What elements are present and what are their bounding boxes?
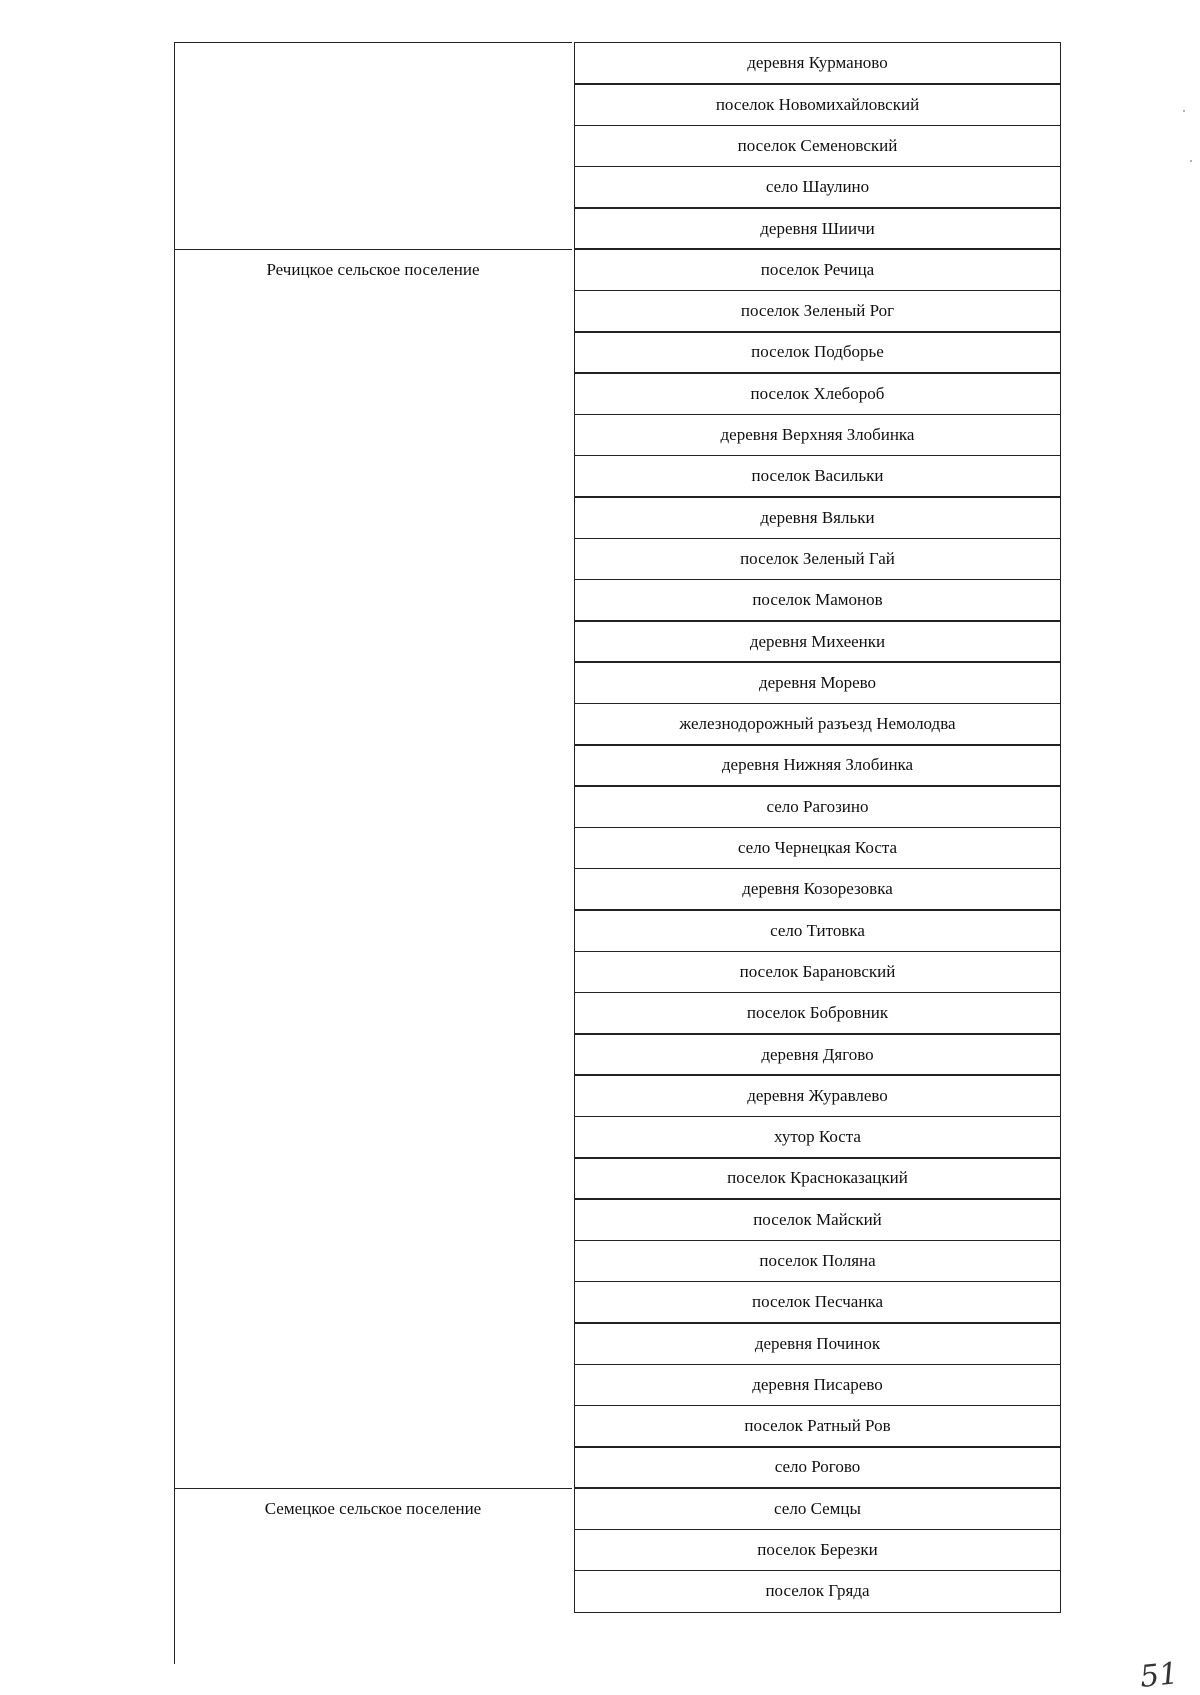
settlement-cell: поселок Песчанка — [574, 1281, 1061, 1324]
settlement-cell: поселок Речица — [574, 248, 1061, 291]
settlement-cell: поселок Васильки — [574, 455, 1061, 498]
settlement-cell: деревня Курманово — [574, 42, 1061, 85]
municipality-name: Речицкое сельское поселение — [266, 259, 480, 279]
settlement-cell: поселок Ратный Ров — [574, 1405, 1061, 1448]
municipality-separator — [174, 1488, 572, 1489]
settlement-cell: деревня Козорезовка — [574, 868, 1061, 911]
settlement-cell: деревня Вяльки — [574, 496, 1061, 539]
settlement-cell: поселок Гряда — [574, 1570, 1061, 1613]
settlement-cell: деревня Починок — [574, 1322, 1061, 1365]
settlement-cell: село Семцы — [574, 1487, 1061, 1530]
settlement-cell: поселок Барановский — [574, 951, 1061, 994]
settlement-cell: деревня Морево — [574, 661, 1061, 704]
settlement-cell: деревня Верхняя Злобинка — [574, 414, 1061, 457]
settlement-cell: поселок Мамонов — [574, 579, 1061, 622]
handwritten-page-number: 51 — [1138, 1656, 1180, 1695]
settlement-column — [574, 42, 1061, 1613]
settlement-cell: деревня Шиичи — [574, 207, 1061, 250]
settlement-cell: поселок Хлебороб — [574, 372, 1061, 415]
settlement-cell: деревня Нижняя Злобинка — [574, 744, 1061, 787]
scan-speck — [1183, 110, 1185, 112]
settlement-cell: село Рогово — [574, 1446, 1061, 1489]
settlement-cell: поселок Красноказацкий — [574, 1157, 1061, 1200]
settlement-cell: село Титовка — [574, 909, 1061, 952]
settlement-cell: хутор Коста — [574, 1116, 1061, 1159]
settlement-cell: деревня Писарево — [574, 1364, 1061, 1407]
settlement-cell: поселок Зеленый Гай — [574, 538, 1061, 581]
settlement-cell: село Чернецкая Коста — [574, 827, 1061, 870]
settlement-cell: деревня Михеенки — [574, 620, 1061, 663]
settlement-cell: деревня Журавлево — [574, 1074, 1061, 1117]
settlement-cell: поселок Березки — [574, 1529, 1061, 1572]
settlement-cell: поселок Семеновский — [574, 125, 1061, 168]
settlement-cell: поселок Зеленый Рог — [574, 290, 1061, 333]
scan-speck — [1190, 160, 1192, 162]
settlement-cell: поселок Майский — [574, 1198, 1061, 1241]
settlement-cell: поселок Бобровник — [574, 992, 1061, 1035]
municipality-separator — [174, 249, 572, 250]
municipality-name: Семецкое сельское поселение — [264, 1498, 482, 1518]
settlement-cell: деревня Дягово — [574, 1033, 1061, 1076]
settlement-cell: село Рагозино — [574, 785, 1061, 828]
municipality-column — [174, 42, 572, 1664]
settlement-cell: железнодорожный разъезд Немолодва — [574, 703, 1061, 746]
settlement-cell: поселок Поляна — [574, 1240, 1061, 1283]
settlement-cell: поселок Подборье — [574, 331, 1061, 374]
settlement-cell: поселок Новомихайловский — [574, 83, 1061, 126]
settlement-cell: село Шаулино — [574, 166, 1061, 209]
